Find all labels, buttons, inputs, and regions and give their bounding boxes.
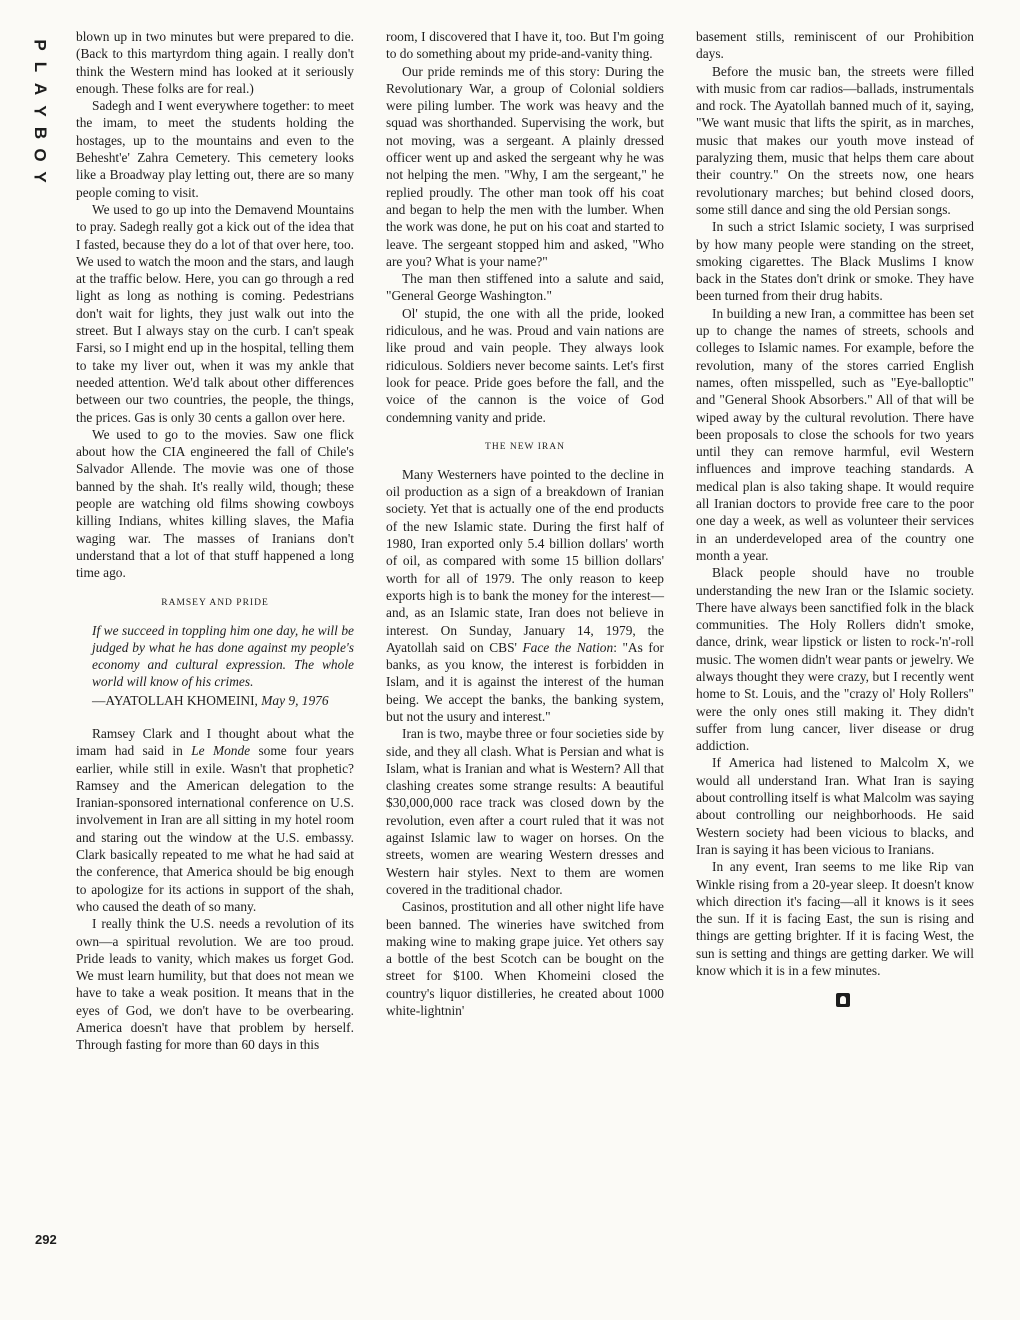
paragraph: Before the music ban, the streets were filled with music from car radios—ballads, instrumentals and rock. The Ayatollah banned much of it, saying, "We want music that lifts the spirit, as in marches, music that makes our youth move instead of paralyzing them, music that helps them care about their country." On the streets now, one hears revolutionary marches; but behind closed doors, some still dance and sing the old Persian songs.: [696, 63, 974, 217]
paragraph: room, I discovered that I have it, too. But I'm going to do something about my pride-and-vanity thing.: [386, 29, 664, 62]
paragraph: Black people should have no trouble understanding the new Iran or the Islamic society. There have always been sanctified folk in the black communities. The Holy Rollers didn't smoke, dance, drink, wear lipstick or listen to rock-'n'-roll music. The women didn't wear pants or jewelry. We always thought they were crazy, but I recently went home to St. Louis, and the "crazy ol' Holy Rollers" were the only ones still making it. They didn't suffer from lung cancer, liver disease or drug addiction.: [696, 565, 974, 754]
epigraph-author: —AYATOLLAH KHOMEINI,: [92, 692, 258, 708]
section-heading: RAMSEY AND PRIDE: [161, 597, 269, 608]
rabbit-head-icon: [836, 993, 850, 1007]
paragraph: The man then stiffened into a salute and said, "General George Washington.": [386, 271, 664, 304]
paragraph: In building a new Iran, a committee has been set up to change the names of streets, schools and colleges to Islamic names. For example, before the revolution, many of the stores carried English names, often misspelled, such as "Eye-balloptic" and "General Shook Absorbers." All of that will be wiped away by the cultural revolution. There have been proposals to close the schools for two years until they can remove harmful, evil Western influences and improve teaching standards. A medical plan is also taking shape. It would require all Iranian doctors to provide free care to the poor one day a week, as well as volunteer their services in an underdeveloped area of the country one month a year.: [696, 305, 974, 563]
paragraph: Casinos, prostitution and all other night life have been banned. The wineries have switched from making wine to making grape juice. Yet others say a bottle of the best Scotch can be bought on the street for $100. When Khomeini closed the country's liquor distilleries, he created about 1000 white-lightnin': [386, 899, 664, 1019]
section-heading: THE NEW IRAN: [485, 441, 565, 452]
paragraph: In any event, Iran seems to me like Rip van Winkle rising from a 20-year sleep. It doesn't know which direction it's facing—all it knows is it sees the sun. If it is facing East, the sun is rising and things are getting brighter. If it is facing West, the sun is setting and things are getting darker. We will know which it is in a few minutes.: [696, 859, 974, 979]
paragraph: Ol' stupid, the one with all the pride, looked ridiculous, and he was. Proud and vain nations are like proud and vain people. They always look ridiculous. Soldiers never become saints. Let's first look for peace. Pride goes before the fall, and the voice of the cannon is the voice of God condemning vanity and pride.: [386, 305, 664, 425]
epigraph-date: May 9, 1976: [261, 692, 329, 708]
column-3: [696, 28, 974, 1054]
masthead-logo: P L A Y B O Y: [30, 39, 50, 183]
paragraph: Our pride reminds me of this story: During the Revolutionary War, a group of Colonial soldiers were piling lumber. The work was heavy and the squad was shorthanded. Supervising the work, but not moving, was a sergeant. A plainly dressed officer went up and asked the sergeant why he was not helping the men. "Why, I am the sergeant," he replied proudly. The other man took off his coat and began to help the men with the lumber. When the work was done, he put on his coat and started to leave. The sergeant stopped him and asked, "Who are you? What is your name?": [386, 63, 664, 269]
paragraph: I really think the U.S. needs a revolution of its own—a spiritual revolution. We are too proud. Pride leads to vanity, which makes us forget God. We must learn humility, but that does not mean we have to take a weak position. It means that in the eyes of God, we don't have to be overbearing. America doesn't have that problem by herself. Through fasting for more than 60 days in this: [76, 916, 354, 1053]
page-number: 292: [35, 1232, 57, 1247]
paragraph: Ramsey Clark and I thought about what the imam had said in Le Monde some four years earlier, while still in exile. Wasn't that prophetic? Ramsey and the American delegation to the Iranian-sponsored international conference on U.S. involvement in Iran are all sitting in my hotel room and staring out the window at the U.S. embassy. Clark basically repeated to me what he had said at the conference, that America should be big enough to apologize for its actions in support of the shah, who caused the death of so many.: [76, 725, 354, 914]
paragraph: blown up in two minutes but were prepared to die. (Back to this martyrdom thing again. I really don't think the Western mind has looked at it seriously enough. These folks are for real.): [76, 29, 354, 96]
show-title: Face the Nation: [522, 639, 614, 655]
paragraph: We used to go to the movies. Saw one flick about how the CIA engineered the fall of Chile's Salvador Allende. The movie was one of those banned by the shah. It's really wild, though; these people are watching old films showing cowboys killing Indians, whites killing slaves, the Mafia waging war. The masses of Iranians don't understand that a lot of that stuff happened a long time ago.: [76, 426, 354, 581]
publication-title: Le Monde: [191, 743, 251, 759]
paragraph: Sadegh and I went everywhere together: to meet the imam, to meet the students holding the hostages, up to the mountains and even to the Behesht'e' Zahra Cemetery. This cemetery looks like a Broadway play letting out, there are so many people coming to visit.: [76, 98, 354, 200]
epigraph-attribution: [92, 692, 354, 709]
paragraph: If America had listened to Malcolm X, we would all understand Iran. What Iran is saying about controlling itself is what Malcolm was saying about controlling our neighborhoods. He said Western society had been vicious to blacks, and Iran is saying it has been vicious to Iranians.: [696, 755, 974, 857]
paragraph: We used to go up into the Demavend Mountains to pray. Sadegh really got a kick out of the idea that I fasted, because they do a lot of that over here, too. We used to watch the moon and the stars, and laugh at the traffic below. Here, you can go through a red light as long as nothing is coming. Pedestrians don't wait for lights, they just walk out into the street. But I always stay on the curb. I can't speak Farsi, so I might end up in the hospital, telling them to take my liver out, when it was my ankle that needed attention. We'd talk about other differences between our two countries, the people, the things, the prices. Gas is only 30 cents a gallon over here.: [76, 201, 354, 425]
paragraph: basement stills, reminiscent of our Prohibition days.: [696, 29, 974, 62]
epigraph-quote: If we succeed in toppling him one day, he will be judged by what he has done against my people's economy and cultural expression. The whole world will know of his crimes.: [92, 622, 354, 690]
column-1: [76, 28, 354, 1054]
article-body: [76, 28, 974, 1054]
paragraph: In such a strict Islamic society, I was surprised by how many people were standing on the street, smoking cigarettes. The Black Muslims I know back in the States don't drink or smoke. They have been turned from their drug habits.: [696, 219, 974, 304]
paragraph: Many Westerners have pointed to the decline in oil production as a sign of a breakdown of Iranian society. Yet that is actually one of the end products of the new Islamic state. During the first half of 1980, Iran exported only 5.4 billion dollars' worth of oil, as compared with some 15 billion dollars' worth for all of 1979. The only reason to keep exports high is to bank the money for the interest—and, as an Islamic state, Iran does not believe in interest. On Sunday, January 14, 1979, the Ayatollah said on CBS' Face the Nation: "As for banks, as you know, the interest is forbidden in Islam, and it is against the interest of the human being. We accept the banks, the banking system, but not the usury and interest.": [386, 466, 664, 724]
column-2: [386, 28, 664, 1054]
paragraph: Iran is two, maybe three or four societies side by side, and they all clash. What is Persian and what is Islam, what is Iranian and what is Western? All that clashing creates some strange results: A beautiful $30,000,000 race track was closed down by the revolution, even after a court ruled that it was not against Islamic law to wager on horses. On the streets, women are wearing Western dresses and Western hair styles. Next to them are women covered in the traditional chador.: [386, 726, 664, 897]
epigraph: [76, 622, 354, 709]
